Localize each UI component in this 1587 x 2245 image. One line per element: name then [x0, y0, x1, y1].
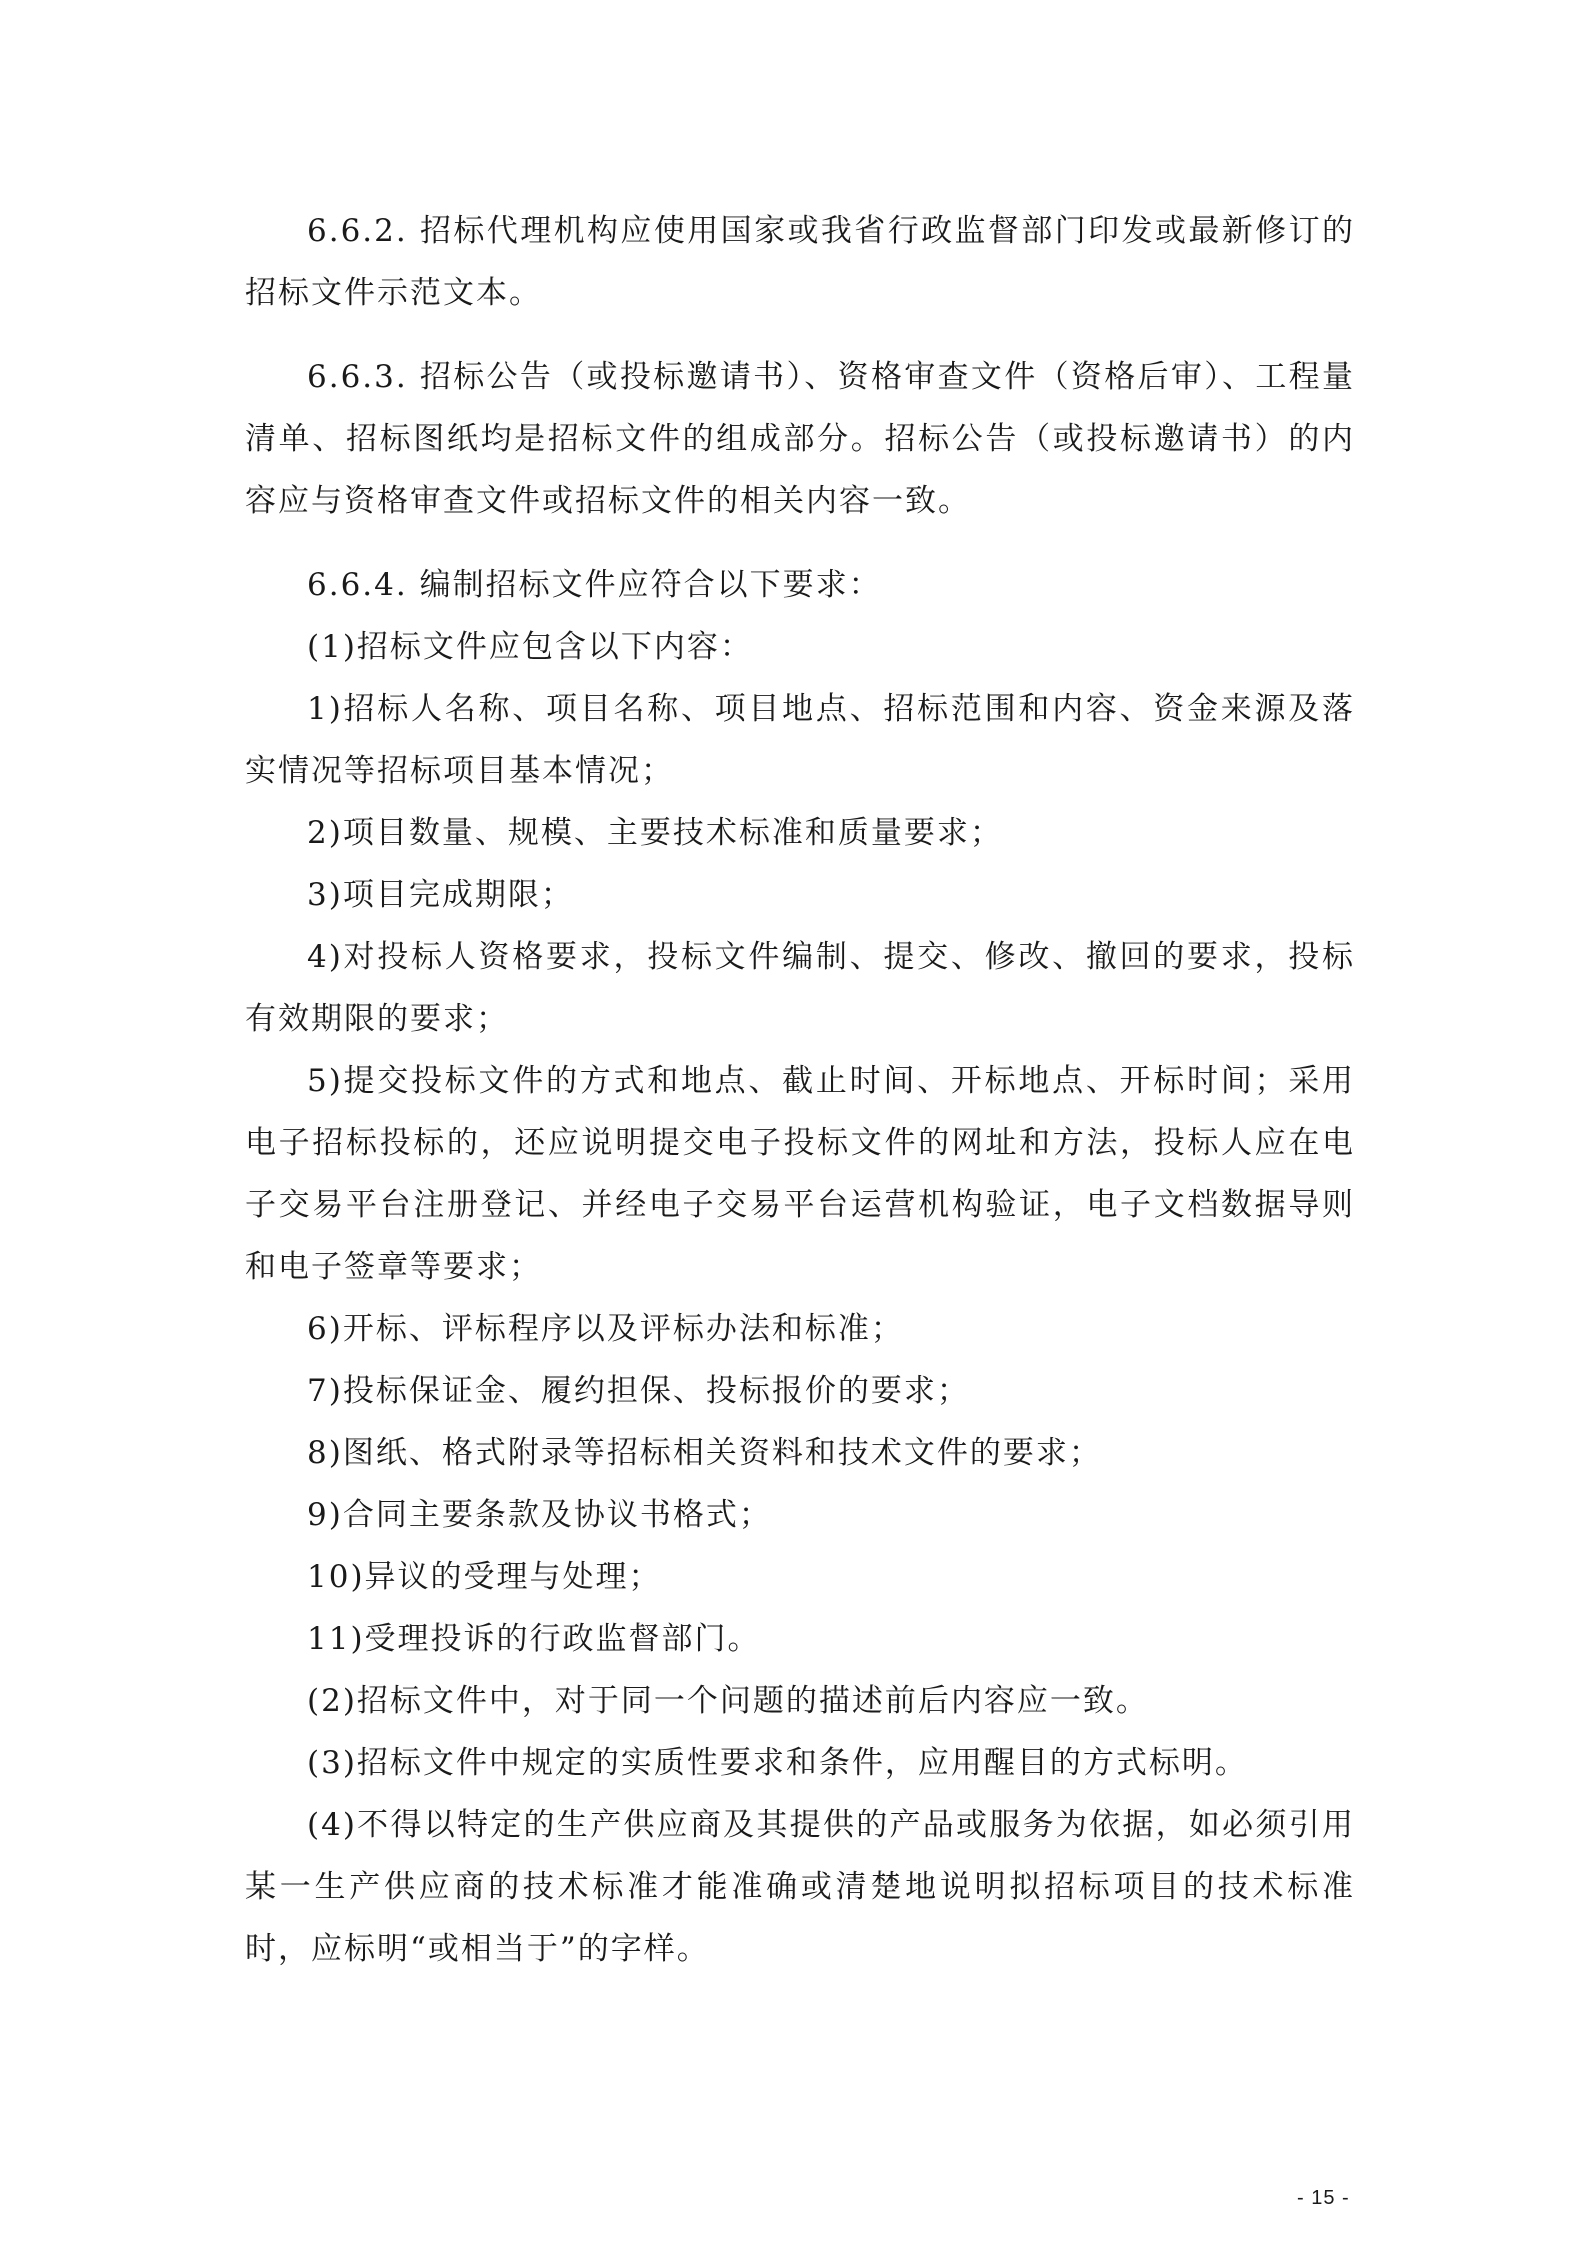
sub-item-9: 9)合同主要条款及协议书格式； — [307, 1497, 772, 1533]
sub-item-7: 7)投标保证金、履约担保、投标报价的要求； — [307, 1373, 970, 1409]
sub-item-6: 6)开标、评标程序以及评标办法和标准； — [307, 1311, 904, 1347]
list-item-4: (4)不得以特定的生产供应商及其提供的产品或服务为依据，如必须引用某一生产供应商的技术标准才能准确或清楚地说明拟招标项目的技术标准时，应标明“或相当于”的字样。 — [245, 1807, 1355, 1967]
sub-item-10: 10)异议的受理与处理； — [307, 1559, 662, 1595]
sub-item-5: 5)提交投标文件的方式和地点、截止时间、开标地点、开标时间；采用电子招标投标的，还应说明提交电子投标文件的网址和方法，投标人应在电子交易平台注册登记、并经电子交易平台运营机构验证，电子文档数据导则和电子签章等要求； — [245, 1063, 1355, 1285]
sub-item-8: 8)图纸、格式附录等招标相关资料和技术文件的要求； — [307, 1435, 1102, 1471]
clause-6-6-3: 6.6.3. 招标公告（或投标邀请书）、资格审查文件（资格后审）、工程量清单、招标图纸均是招标文件的组成部分。招标公告（或投标邀请书）的内容应与资格审查文件或招标文件的相关内容一致。 — [245, 359, 1355, 519]
sub-item-1: 1)招标人名称、项目名称、项目地点、招标范围和内容、资金来源及落实情况等招标项目基本情况； — [245, 691, 1355, 789]
clause-6-6-2: 6.6.2. 招标代理机构应使用国家或我省行政监督部门印发或最新修订的招标文件示范文本。 — [245, 213, 1355, 311]
list-item-1: (1)招标文件应包含以下内容： — [307, 629, 753, 665]
sub-item-4: 4)对投标人资格要求，投标文件编制、提交、修改、撤回的要求，投标有效期限的要求； — [245, 939, 1355, 1037]
page-number: - 15 - — [1297, 2187, 1350, 2209]
sub-item-11: 11)受理投诉的行政监督部门。 — [307, 1621, 761, 1657]
clause-6-6-4: 6.6.4. 编制招标文件应符合以下要求： — [307, 567, 882, 603]
list-item-2: (2)招标文件中，对于同一个问题的描述前后内容应一致。 — [307, 1683, 1149, 1719]
sub-item-2: 2)项目数量、规模、主要技术标准和质量要求； — [307, 815, 1003, 851]
list-item-3: (3)招标文件中规定的实质性要求和条件，应用醒目的方式标明。 — [307, 1745, 1248, 1781]
sub-item-3: 3)项目完成期限； — [307, 877, 574, 913]
